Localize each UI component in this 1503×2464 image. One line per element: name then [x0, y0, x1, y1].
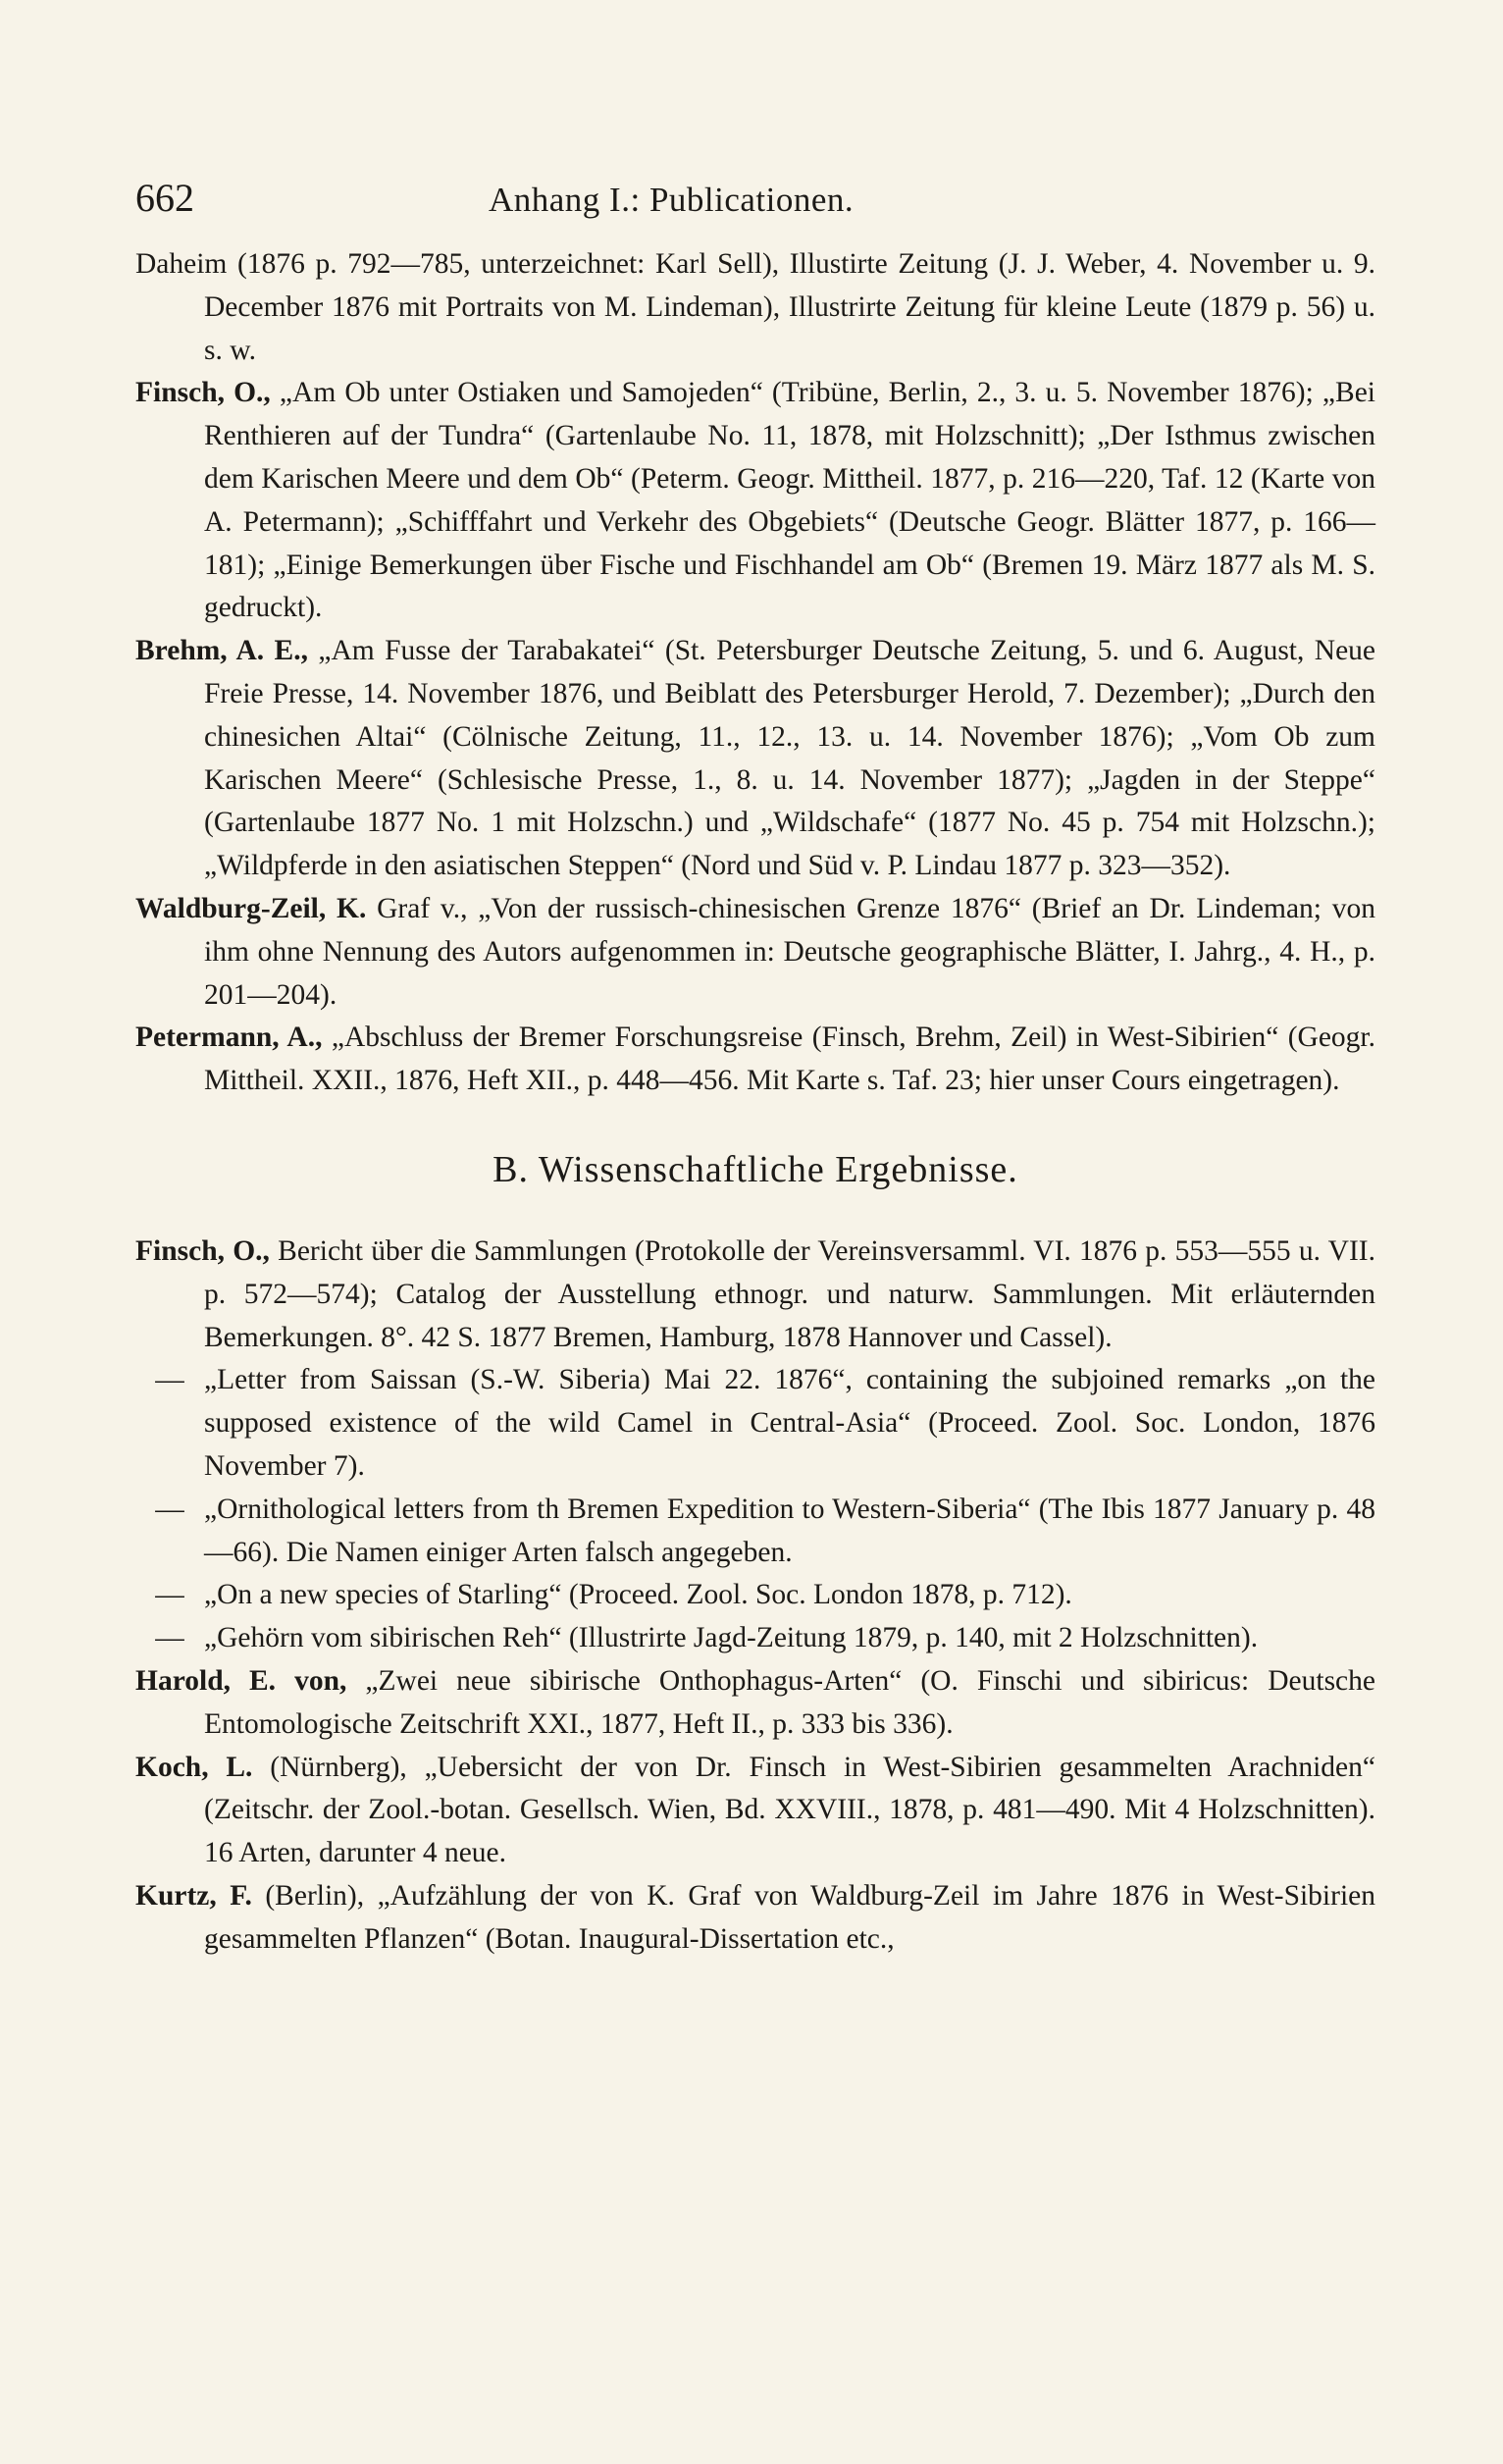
running-head	[135, 175, 1375, 226]
bibliography-entry	[135, 1747, 1375, 1875]
entry-author: Waldburg-Zeil, K.	[135, 892, 367, 924]
entry-author: Koch, L.	[135, 1751, 253, 1783]
entry-author: Kurtz, F.	[135, 1879, 252, 1912]
entry-author: Finsch, O.,	[135, 377, 271, 409]
entry-text: „Gehörn vom sibirischen Reh“ (Illustrirte Jagd-Zeitung 1879, p. 140, mit 2 Holzschnitten).	[204, 1622, 1259, 1654]
bibliography-entry	[135, 1017, 1375, 1103]
bibliography-subentry	[135, 1617, 1375, 1660]
bibliography-entry	[135, 1660, 1375, 1747]
entry-dash: —	[155, 1579, 184, 1611]
bibliography-subentry	[135, 1359, 1375, 1488]
section-heading: B. Wissenschaftliche Ergebnisse.	[492, 1148, 1018, 1190]
section-a-entries	[135, 243, 1375, 1103]
entry-text: „On a new species of Starling“ (Proceed. Zool. Soc. London 1878, p. 712).	[204, 1579, 1072, 1611]
entry-text: „Letter from Saissan (S.-W. Siberia) Mai 22. 1876“, containing the subjoined remarks „on the supposed existence of the wild Camel in Central-Asia“ (Proceed. Zool. Soc. London, 1876 November 7).	[204, 1364, 1375, 1482]
entry-dash: —	[155, 1364, 184, 1396]
entry-text: „Abschluss der Bremer Forschungsreise (Finsch, Brehm, Zeil) in West-Sibirien“ (Geogr. Mittheil. XXII., 1876, Heft XII., p. 448—456. Mit Karte s. Taf. 23; hier unser Cours eingetragen).	[204, 1022, 1376, 1097]
entry-text: „Zwei neue sibirische Onthophagus-Arten“ (O. Finschi und sibiricus: Deutsche Entomologische Zeitschrift XXI., 1877, Heft II., p. 333 bis 336).	[204, 1664, 1375, 1740]
running-title: Anhang I.: Publicationen.	[489, 181, 855, 219]
entry-author: Brehm, A. E.,	[135, 635, 308, 667]
entry-text: (Berlin), „Aufzählung der von K. Graf von Waldburg-Zeil im Jahre 1876 in West-Sibirien gesammelten Pflanzen“ (Botan. Inaugural-Dissertation etc.,	[204, 1879, 1375, 1955]
page-number: 662	[135, 176, 194, 220]
entry-text: „Am Ob unter Ostiaken und Samojeden“ (Tribüne, Berlin, 2., 3. u. 5. November 1876); „Bei Renthieren auf der Tundra“ (Gartenlaube No. 11, 1878, mit Holzschnitt); „Der Isthmus zwischen dem Karischen Meere und dem Ob“ (Peterm. Geogr. Mittheil. 1877, p. 216—220, Taf. 12 (Karte von A. Petermann); „Schifffahrt und Verkehr des Obgebiets“ (Deutsche Geogr. Blätter 1877, p. 166—181); „Einige Bemerkungen über Fische und Fischhandel am Ob“ (Bremen 19. März 1877 als M. S. gedruckt).	[204, 377, 1375, 624]
entry-dash: —	[155, 1493, 184, 1525]
bibliography-entry	[135, 243, 1375, 372]
section-b-entries	[135, 1231, 1375, 1962]
entry-text: Bericht über die Sammlungen (Protokolle der Vereinsversamml. VI. 1876 p. 553—555 u. VII. p. 572—574); Catalog der Ausstellung ethnogr. und naturw. Sammlungen. Mit erläuternden Bemerkungen. 8°. 42 S. 1877 Bremen, Hamburg, 1878 Hannover und Cassel).	[204, 1234, 1375, 1353]
entry-author: Petermann, A.,	[135, 1022, 323, 1054]
bibliography-entry	[135, 372, 1375, 630]
bibliography-entry	[135, 630, 1375, 888]
bibliography-subentry	[135, 1574, 1375, 1617]
entry-author: Harold, E. von,	[135, 1664, 347, 1697]
entry-text: Daheim (1876 p. 792—785, unterzeichnet: Karl Sell), Illustirte Zeitung (J. J. Weber, 4. November u. 9. December 1876 mit Portraits von M. Lindeman), Illustrirte Zeitung für kleine Leute (1879 p. 56) u. s. w.	[135, 248, 1375, 366]
entry-text: „Am Fusse der Tarabakatei“ (St. Petersburger Deutsche Zeitung, 5. und 6. August, Neue Freie Presse, 14. November 1876, und Beiblatt des Petersburger Herold, 7. Dezember); „Durch den chinesichen Altai“ (Cölnische Zeitung, 11., 12., 13. u. 14. November 1876); „Vom Ob zum Karischen Meere“ (Schlesische Presse, 1., 8. u. 14. November 1877); „Jagden in der Steppe“ (Gartenlaube 1877 No. 1 mit Holzschn.) und „Wildschafe“ (1877 No. 45 p. 754 mit Holzschn.); „Wildpferde in den asiatischen Steppen“ (Nord und Süd v. P. Lindau 1877 p. 323—352).	[204, 635, 1376, 882]
bibliography-entry	[135, 1231, 1375, 1359]
bibliography-entry	[135, 888, 1375, 1017]
bibliography-entry	[135, 1875, 1375, 1962]
entry-text: Graf v., „Von der russisch-chinesischen Grenze 1876“ (Brief an Dr. Lindeman; von ihm ohne Nennung des Autors aufgenommen in: Deutsche geographische Blätter, I. Jahrg., 4. H., p. 201—204).	[204, 892, 1376, 1011]
entry-author: Finsch, O.,	[135, 1234, 270, 1267]
bibliography-subentry	[135, 1489, 1375, 1575]
entry-text: „Ornithological letters from th Bremen Expedition to Western-Siberia“ (The Ibis 1877 January p. 48—66). Die Namen einiger Arten falsch angegeben.	[204, 1493, 1375, 1568]
entry-text: (Nürnberg), „Uebersicht der von Dr. Finsch in West-Sibirien gesammelten Arachniden“ (Zeitschr. der Zool.-botan. Gesellsch. Wien, Bd. XXVIII., 1878, p. 481—490. Mit 4 Holzschnitten). 16 Arten, darunter 4 neue.	[204, 1751, 1375, 1869]
entry-dash: —	[155, 1622, 184, 1654]
